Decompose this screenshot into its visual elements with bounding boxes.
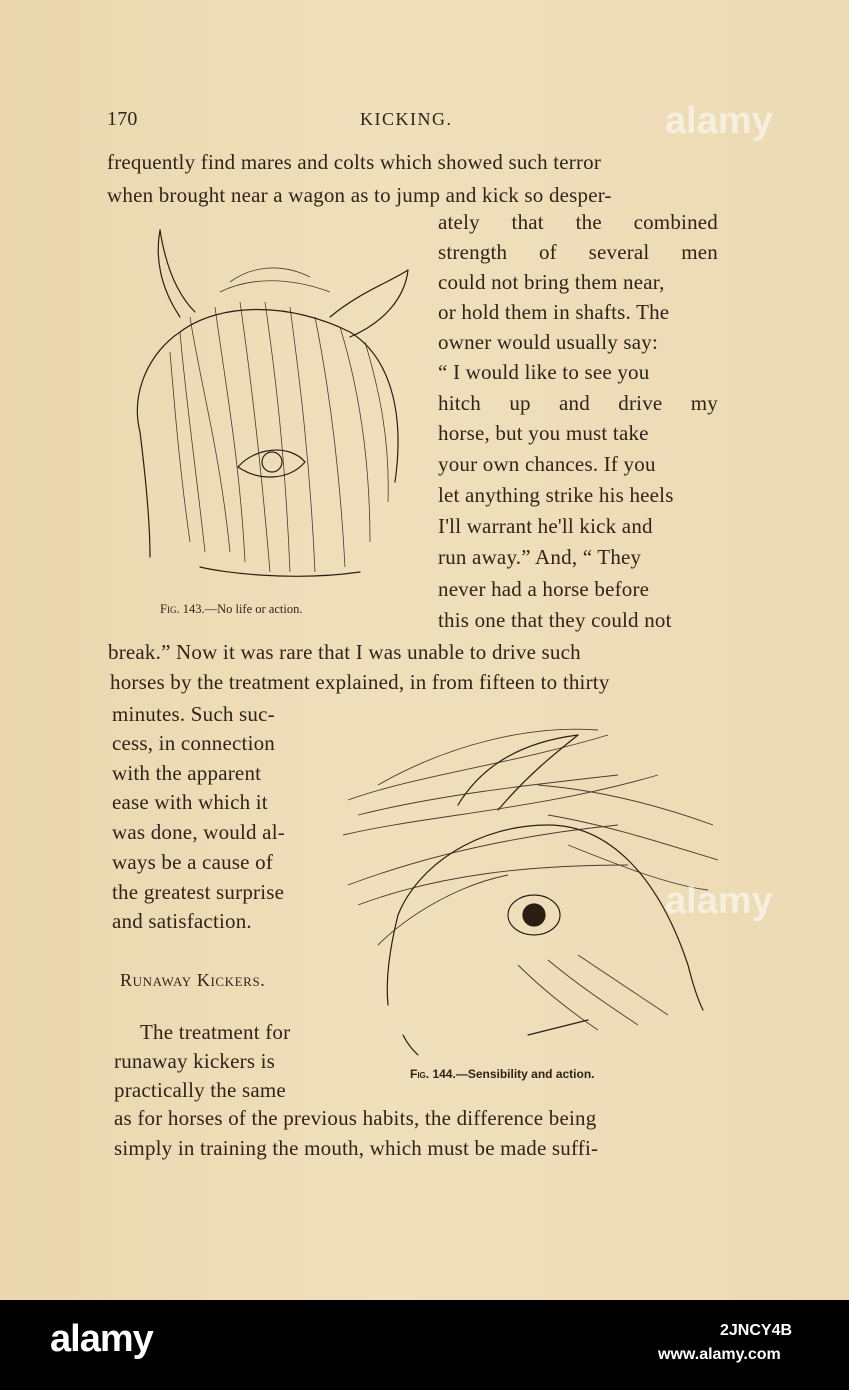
text-line: frequently find mares and colts which showed such terror [107, 150, 602, 174]
word: combined [633, 210, 718, 234]
watermark-logo: alamy [665, 100, 773, 142]
word: hitch [438, 391, 481, 415]
text-line: this one that they could not [438, 608, 672, 632]
running-head: KICKING. [360, 109, 453, 129]
site-url[interactable]: www.alamy.com [658, 1346, 781, 1363]
text-line: ease with which it [112, 790, 268, 814]
figure-label: Fig. 144. [410, 1067, 456, 1081]
text-line: minutes. Such suc- [112, 702, 275, 726]
word: men [681, 240, 718, 264]
figure-caption-text: —No life or action. [204, 602, 303, 616]
text-line [438, 210, 718, 234]
text-line: owner would usually say: [438, 330, 659, 354]
text-line: run away.” And, “ They [438, 545, 642, 569]
text-line: never had a horse before [438, 577, 650, 601]
word: of [538, 240, 557, 264]
word: ately [438, 210, 480, 234]
text-line: break.” Now it was rare that I was unable to drive such [108, 640, 581, 664]
text-line: let anything strike his heels [438, 483, 674, 507]
word: up [509, 391, 531, 415]
watermark-logo: alamy [665, 880, 773, 922]
figure-caption-text: —Sensibility and action. [455, 1067, 595, 1081]
section-heading: Runaway Kickers. [120, 970, 266, 990]
text-line: “ I would like to see you [438, 360, 650, 384]
text-line: simply in training the mouth, which must be made suffi- [114, 1136, 599, 1160]
horse-head-engraving-143 [120, 222, 420, 597]
text-line: was done, would al- [112, 820, 285, 844]
text-line: as for horses of the previous habits, the difference being [114, 1106, 597, 1130]
word: the [575, 210, 602, 234]
word: drive [618, 391, 663, 415]
text-line: I'll warrant he'll kick and [438, 514, 653, 538]
page-number: 170 [107, 108, 138, 130]
figure-caption [160, 602, 302, 617]
text-line: practically the same [114, 1078, 286, 1102]
text-line: cess, in connection [112, 731, 276, 755]
text-line: horses by the treatment explained, in from fifteen to thirty [110, 670, 610, 694]
text-line: could not bring them near, [438, 270, 665, 294]
text-line: when brought near a wagon as to jump and kick so desper- [107, 183, 612, 207]
text-line: your own chances. If you [438, 452, 656, 476]
text-line: horse, but you must take [438, 421, 649, 445]
figure-caption [410, 1067, 595, 1081]
figure-143-horse-head-illustration [120, 222, 420, 597]
text-line [438, 391, 718, 415]
word: my [690, 391, 718, 415]
text-line: the greatest surprise [112, 880, 285, 904]
text-line: or hold them in shafts. The [438, 300, 670, 324]
figure-label: Fig. 143. [160, 602, 205, 616]
text-line [438, 240, 718, 264]
text-line: and satisfaction. [112, 909, 252, 933]
text-line: runaway kickers is [114, 1049, 276, 1073]
alamy-logo: alamy [50, 1318, 153, 1360]
word: and [559, 391, 590, 415]
word: strength [438, 240, 508, 264]
word: several [588, 240, 650, 264]
text-line: ways be a cause of [112, 850, 274, 874]
text-line: The treatment for [140, 1020, 291, 1044]
word: that [511, 210, 544, 234]
text-line: with the apparent [112, 761, 262, 785]
image-id: 2JNCY4B [720, 1322, 793, 1339]
